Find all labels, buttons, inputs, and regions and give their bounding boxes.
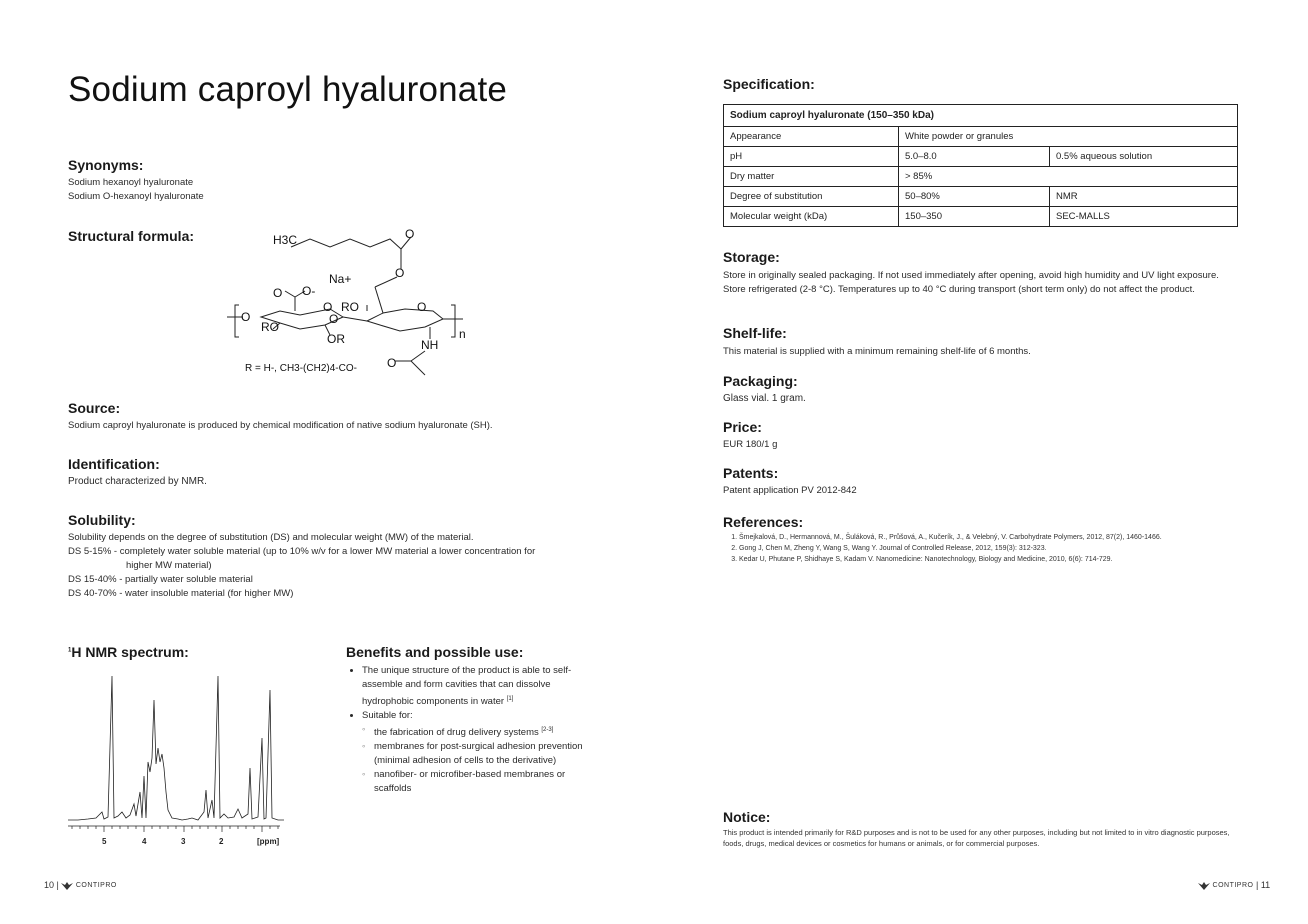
solubility-heading: Solubility: [68, 512, 136, 528]
table-cell-param: Appearance [724, 127, 899, 147]
references-list [723, 532, 1259, 565]
synonym-1: Sodium hexanoyl hyaluronate [68, 177, 194, 188]
benefit-sublist [362, 723, 592, 796]
carbonyl-o-label: O [405, 227, 415, 241]
reference-item: 1. Šmejkalová, D., Hermannová, M., Šuláková, R., Průšová, A., Kučerík, J., & Velebný, V. Carbohydrate Polymers, 2012, 87(2), 1460-1466. [739, 532, 1259, 543]
patents-heading: Patents: [723, 465, 779, 481]
table-row [724, 127, 1238, 147]
page-title: Sodium caproyl hyaluronate [68, 70, 508, 109]
reference-item: 3. Kedar U, Phutane P, Shidhaye S, Kadam V. Nanomedicine: Nanotechnology, Biology and Medicine, 2010, 6(6): 714-729. [739, 554, 1259, 565]
solubility-ds-40-70: DS 40-70% - water insoluble material (for higher MW) [68, 588, 294, 599]
nmr-tick-5: 5 [102, 837, 107, 846]
reference-item: 2. Gong J, Chen M, Zheng Y, Wang S, Wang Y. Journal of Controlled Release, 2012, 159(3): 312-323. [739, 543, 1259, 554]
left-footer: 10 | CONTIPRO [44, 880, 117, 890]
nmr-tick-3: 3 [181, 837, 186, 846]
table-title-row [724, 105, 1238, 127]
table-cell-method: SEC-MALLS [1050, 207, 1238, 227]
specification-table [723, 104, 1238, 227]
table-cell-value: 150–350 [899, 207, 1050, 227]
table-row [724, 187, 1238, 207]
nh-label: NH [421, 338, 439, 352]
storage-heading: Storage: [723, 249, 780, 265]
contipro-logo-icon [61, 881, 73, 891]
benefit-item: • The unique structure of the product is able to self-assemble and form cavities that can dissolve hydrophobic components in water [1] [362, 664, 592, 709]
left-page-number: 10 [44, 880, 55, 890]
shelf-life-heading: Shelf-life: [723, 325, 787, 341]
patents-text: Patent application PV 2012-842 [723, 485, 857, 496]
left-o-label: O [241, 310, 251, 324]
references-heading: References: [723, 514, 804, 530]
benefit-item: • Suitable for: ◦ the fabrication of drug delivery systems [2-3] ◦ membranes for post-surgical adhesion prevention (minimal adhesion of cells to the derivative) ◦ nanofiber- or microfiber-based membranes or scaffolds [362, 709, 592, 796]
carboxyl-o-label: O [273, 286, 283, 300]
table-row [724, 207, 1238, 227]
solubility-ds-5-15: DS 5-15% - completely water soluble material (up to 10% w/v for a lower MW material a lower concentration for [68, 546, 536, 557]
link-o-label: O [329, 312, 339, 326]
ester-o-label: O [395, 266, 405, 280]
source-text: Sodium caproyl hyaluronate is produced by chemical modification of native sodium hyaluronate (SH). [68, 420, 493, 431]
table-row [724, 167, 1238, 187]
source-heading: Source: [68, 400, 121, 416]
table-cell-value: > 85% [899, 167, 1238, 187]
packaging-heading: Packaging: [723, 373, 798, 389]
table-cell-param: Degree of substitution [724, 187, 899, 207]
benefit-subitem: ◦ membranes for post-surgical adhesion prevention (minimal adhesion of cells to the derivative) [372, 740, 592, 768]
table-row [724, 147, 1238, 167]
structural-formula-diagram [225, 225, 485, 385]
benefits-list [346, 664, 592, 796]
nmr-heading: $^1$H NMR spectrum: [68, 644, 189, 660]
contipro-logo-icon [1198, 881, 1210, 891]
brand-name: CONTIPRO [75, 882, 117, 890]
packaging-text: Glass vial. 1 gram. [723, 393, 806, 404]
table-cell-method: 0.5% aqueous solution [1050, 147, 1238, 167]
table-cell-param: Dry matter [724, 167, 899, 187]
solubility-block [68, 531, 535, 601]
brand-name: CONTIPRO [1212, 882, 1254, 890]
price-heading: Price: [723, 419, 762, 435]
table-cell-value: White powder or granules [899, 127, 1238, 147]
acetyl-o-label: O [387, 356, 397, 370]
solubility-ds-5-15-cont: higher MW material) [126, 560, 212, 571]
notice-text: This product is intended primarily for R&D purposes and is not to be used for any other purposes, including but not limited to in vitro diagnostic purposes, foods, drugs, medical devices or cosmetics for humans or animals, or for commercial purposes. [723, 828, 1230, 848]
h3c-label: H3C [273, 233, 298, 247]
nmr-spectrum [68, 672, 284, 850]
table-cell-param: Molecular weight (kDa) [724, 207, 899, 227]
solubility-intro: Solubility depends on the degree of substitution (DS) and molecular weight (MW) of the material. [68, 532, 474, 543]
synonym-2: Sodium O-hexanoyl hyaluronate [68, 191, 204, 202]
nmr-tick-2: 2 [219, 837, 224, 846]
ring1-o-label: O [323, 300, 333, 314]
table-cell-value: 50–80% [899, 187, 1050, 207]
benefit-subitem: ◦ nanofiber- or microfiber-based membranes or scaffolds [372, 768, 592, 796]
table-cell-param: pH [724, 147, 899, 167]
ring2-o-label: O [417, 300, 427, 314]
repeat-n-label: n [459, 327, 466, 341]
nmr-ticks [72, 826, 278, 832]
right-page-number: 11 [1260, 880, 1271, 890]
carboxylate-label: O- [302, 284, 316, 298]
nmr-axis-unit: [ppm] [257, 837, 280, 846]
solubility-ds-15-40: DS 15-40% - partially water soluble material [68, 574, 253, 585]
storage-text: Store in originally sealed packaging. If not used immediately after opening, avoid high humidity and UV light exposure. Store refrigerated (2-8 °C). Temperatures up to 40 °C during transport (short term only) do not affect the product. [723, 270, 1219, 295]
table-cell-method: NMR [1050, 187, 1238, 207]
sodium-label: Na+ [329, 272, 352, 286]
right-footer: CONTIPRO | 11 [1198, 880, 1270, 891]
notice-heading: Notice: [723, 809, 771, 825]
price-text: EUR 180/1 g [723, 439, 778, 450]
or-label: OR [327, 332, 345, 346]
specification-heading: Specification: [723, 76, 815, 92]
identification-heading: Identification: [68, 456, 160, 472]
ro-left-label: RO [261, 320, 279, 334]
benefit-subitem: ◦ the fabrication of drug delivery systems [2-3] [372, 723, 592, 740]
table-title: Sodium caproyl hyaluronate (150–350 kDa) [724, 105, 1238, 127]
benefits-heading: Benefits and possible use: [346, 644, 524, 660]
synonyms-heading: Synonyms: [68, 157, 144, 173]
ro-top-label: RO [341, 300, 359, 314]
structural-formula-heading: Structural formula: [68, 228, 195, 244]
table-cell-value: 5.0–8.0 [899, 147, 1050, 167]
nmr-tick-4: 4 [142, 837, 147, 846]
identification-text: Product characterized by NMR. [68, 476, 207, 487]
shelf-life-text: This material is supplied with a minimum remaining shelf-life of 6 months. [723, 346, 1031, 357]
r-definition: R = H-, CH3-(CH2)4-CO- [245, 363, 357, 374]
